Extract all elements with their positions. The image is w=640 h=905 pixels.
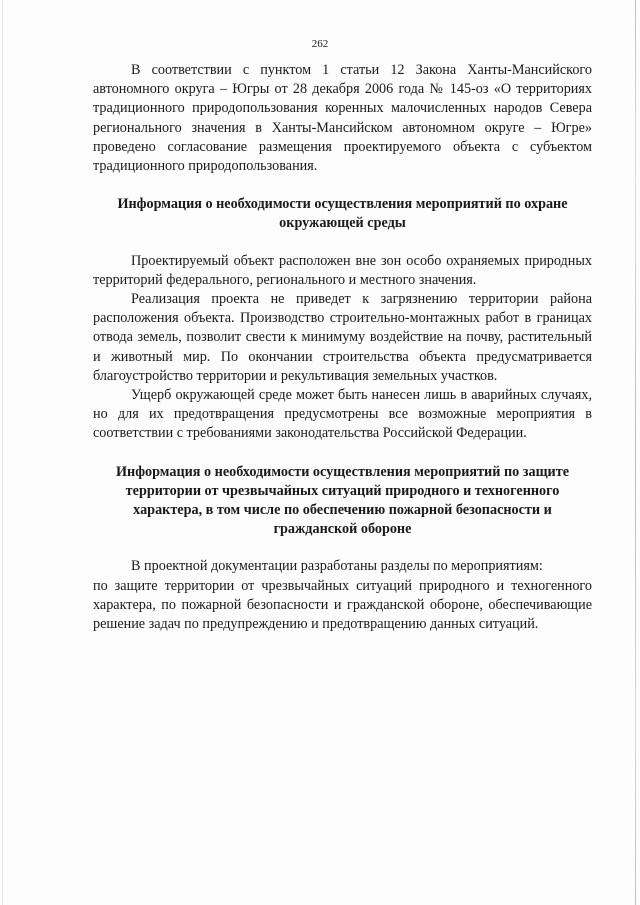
emergency-intro-line: В проектной документации разработаны разделы по мероприятиям: [131,558,543,575]
environment-paragraph: Проектируемый объект расположен вне зон особо охраняемых природных территорий федерального, регионального и местного значения. [93,252,592,288]
page-number: 262 [311,38,329,50]
emergency-paragraph: по защите территории от чрезвычайных ситуаций природного и техногенного характера, по пожарной безопасности и гражданской обороне, обеспечивающие решение задач по предупреждению и предотвращению данных ситуаций. [93,577,592,633]
intro-paragraph: В соответствии с пунктом 1 статьи 12 Закона Ханты-Мансийского автономного округа – Югры от 28 декабря 2006 года № 145-оз «О территориях традиционного природопользования коренных малочисленных народов Севера регионального значения в Ханты-Мансийском автономном округе – Югре» проведено согласование размещения проектируемого объекта с субъектом традиционного природопользования. [93,62,592,175]
document-body [93,61,592,634]
scan-edge-right [635,0,636,905]
environment-paragraph: Ущерб окружающей среде может быть нанесен лишь в аварийных случаях, но для их предотвращения предусмотрены все возможные мероприятия в соответствии с требованиями законодательства Российской Федерации. [93,387,592,442]
scan-edge-left [2,0,3,905]
environment-section-heading: Информация о необходимости осуществления мероприятий по охране окружающей среды [117,196,568,232]
emergency-section-heading: Информация о необходимости осуществления мероприятий по защите территории от чрезвычайных ситуаций природного и техногенного характера, в том числе по обеспечению пожарной безопасности и гражданской обороне [115,463,569,538]
environment-paragraph: Реализация проекта не приведет к загрязнению территории района расположения объекта. Производство строительно-монтажных работ в границах отвода земель, позволит свести к минимуму воздействие на почву, растительный и животный мир. По окончании строительства объекта предусматривается благоустройство территории и рекультивация земельных участков. [93,291,592,384]
